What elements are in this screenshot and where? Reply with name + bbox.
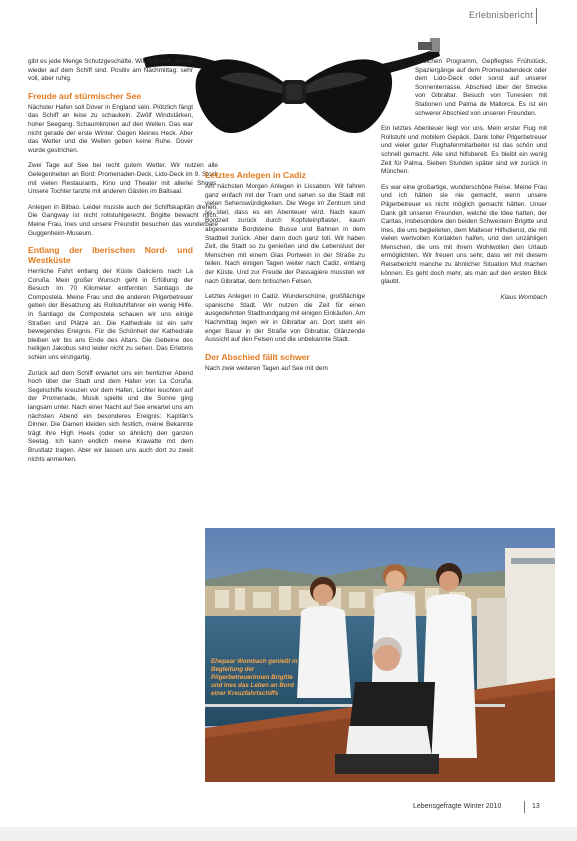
paragraph: Letztes Anlegen in Cadiz. Wunderschöne, großflächige spanische Stadt. Wir nutzen die Zeit für einen ausgedehnten Stadtrundgang mit einigen Einkäufen. Am Nachmittag legen wir in Gibraltar an. Dort steht ein enger Basar in der Straße von Gibraltar. Glänzende Aussicht auf den Felsen und die unbekannte Stadt. bbox=[205, 293, 365, 344]
column-middle bbox=[205, 166, 365, 380]
paragraph: Anlegen in Bilbao. Leider musste auch der Schiffskapitän drehen. Die Gangway ist nicht rollstuhlgerecht. Brigitte bewacht mich. Meine Frau, Ines und unsere Freundin besuchen das wunderbare Guggenheim-Museum. bbox=[28, 203, 218, 237]
page-bottom-strip bbox=[0, 827, 577, 841]
subheading: Entlang der iberischen Nord- und Westküste bbox=[28, 245, 193, 266]
page-number: 13 bbox=[532, 803, 540, 810]
paragraph: Nächster Hafen soll Dover in England sein. Plötzlich fängt das Schiff an leise zu schaukeln. Zwölf Windstärken, hoher Seegang. Schaumkronen auf den Wellen. Das war nicht gerade der erste Winter. Gegen kleines Heck. Aber das Wetter und die Wellen geben keine Ruhe. Dover wurde gestrichen. bbox=[28, 103, 193, 154]
author-name: Klaus Wombach bbox=[500, 293, 547, 301]
subheading: Der Abschied fällt schwer bbox=[205, 351, 310, 362]
photo-caption: Ehepaar Wombach genießt in Begleitung der Pilgerbetreuerinnen Brigitte und Ines das Leben an Bord einer Kreuzfahrtschiffs bbox=[211, 658, 298, 697]
paragraph: Herrliche Fahrt entlang der Küste Galiciens nach La Coruña. Mein großer Wunsch geht in Erfüllung: der Besuch im 70 Kilometer entfernten Santiago de Compostela. Meine Frau und die anderen Pilgerbetreuer geben der Besatzung als Rollstuhlfahrer ein wenig Hilfe. In Santiago de Compostela schauen wir uns einige Straßen und Plätze an. Die Kathedrale ist ein sehr bewegendes Ereignis. Für die Schönheit der Kathedrale bleiben wir bis ans Ende des Altars. Die Gebeine des heiligen Jakobus sind leider nicht zu sehen. Das Erlebnis schien uns einzigartig. bbox=[28, 268, 193, 362]
paragraph: Am nächsten Morgen Anlegen in Lissabon. Wir fahren ganz einfach mit der Tram und sehen so die Stadt mit vielen Sehenswürdigkeiten. Die Wege im Zentrum sind so steil, dass es ein Abenteuer wird. Nach kaum Bordzeit zurück durch Kopfsteinpflaster, kaum abgesenkte Bordsteine. Busse und Bahnen in dem Stadtteil zurück. Aber dann doch ganz toll. Wir haben Zeit, die Stadt so zu genießen und die Lebenslust der Menschen mit einem Glas Portwein in der Straße zu teilen. Nach einigen Tagen weiter nach Cadiz, entlang der Küste. Und zur Freude der Passagiere mussten wir nach Gibraltar, dem britischen Felsen. bbox=[205, 183, 365, 285]
subheading: Letztes Anlegen in Cadiz bbox=[205, 170, 306, 180]
section-label: Erlebnisbericht bbox=[468, 10, 533, 20]
paragraph: Zurück auf dem Schiff erwartet uns ein herrlicher Abend hoch über der Stadt und dem Hafen von La Coruña. Segelschiffe kreuzen vor dem Hafen, Lichter leuchten auf der Promenade, Musik spielte und die Sonne ging langsam unter. Nach einer Nacht auf See erwartet uns am nächsten Abend ein besonderes Ereignis: Kapitän's Dinner. Die Damen kleiden sich festlich, meine Bekannte trägt ihre High Heels (oder so ähnlich) den ganzen Seetag. Ich kann endlich meine Krawatte mit dem Brustlatz tragen. Aber wir lassen uns auch dort zu zweit nichts anmerken. bbox=[28, 369, 193, 463]
paragraph: gibt es jede Menge Schutzgeschäfte. Wir sind froh, als wir wieder auf dem Schiff sind. Positiv am Nachmittag: sehr voll, aber ruhig. bbox=[28, 58, 193, 83]
paragraph: festlichen Programm, Gepflegtes Frühstück, Spaziergänge auf dem Promenadendeck oder dem Lido-Deck oder sonst auf unserer Sonnenterrasse. Abschied über der Strecke von Gibraltar. Besuch von Tunesien mit Stationen und Palma de Mallorca. Es ist ein schwerer Abschied von unseren Freunden. bbox=[415, 58, 547, 117]
cruise-photo bbox=[205, 528, 555, 782]
paragraph: Zwei Tage auf See bei recht gutem Wetter. Wir nutzen alle Gelegenheiten an Bord: Promenaden-Deck, Lido-Deck im 9. Stock mit vielen Restaurants, Kino und Theater mit allerlei Shows. Unsere Tochter tanzte mit anderen Gästen im Ballsaal. bbox=[28, 162, 218, 196]
subheading: Freude auf stürmischer See bbox=[28, 90, 142, 101]
footer-divider bbox=[524, 801, 525, 813]
footer-magazine: Lebensgefragte Winter 2010 bbox=[413, 803, 502, 810]
paragraph: Es war eine großartige, wunderschöne Reise. Meine Frau und ich hätten sie nie gemacht, wenn unsere Pilgerbetreuer es nicht möglich gemacht hätten. Unser Dank gilt unseren Freunden, welche die Idee hatten, der Caritas, insbesondere den beiden Schwestern Brigitte und Ines, die uns begleiteten, dem Malteser Hilfsdienst, die mit vielen wertvollen Kontakten halfen, und den unzähligen Menschen, die uns mit ihrem Wohlwollen den Urlaub ermöglichten. Wir freuen uns sehr, dass wir mit diesem Reisebericht manche zu ähnlicher Situation Mut machen können. Es geht doch mehr, als man auf den ersten Blick glaubt. bbox=[381, 183, 547, 286]
column-left bbox=[28, 58, 218, 471]
paragraph: Ein letztes Abenteuer liegt vor uns. Mein erster Flug mit Rollstuhl und mobilem Gepäck. Dank toller Pilgerbetreuer und vieler guter Flughafenmitarbeiter ist das schön und schnell gemacht. Alle sind hilfsbereit. Es bleibt ein wenig Zeit für Palma. Sieben Stunden später sind wir zurück in München. bbox=[381, 125, 547, 176]
paragraph: Nach zwei weiteren Tagen auf See mit dem bbox=[205, 364, 328, 372]
column-right bbox=[381, 58, 547, 302]
photo-scene bbox=[205, 528, 555, 782]
section-divider bbox=[536, 8, 537, 24]
